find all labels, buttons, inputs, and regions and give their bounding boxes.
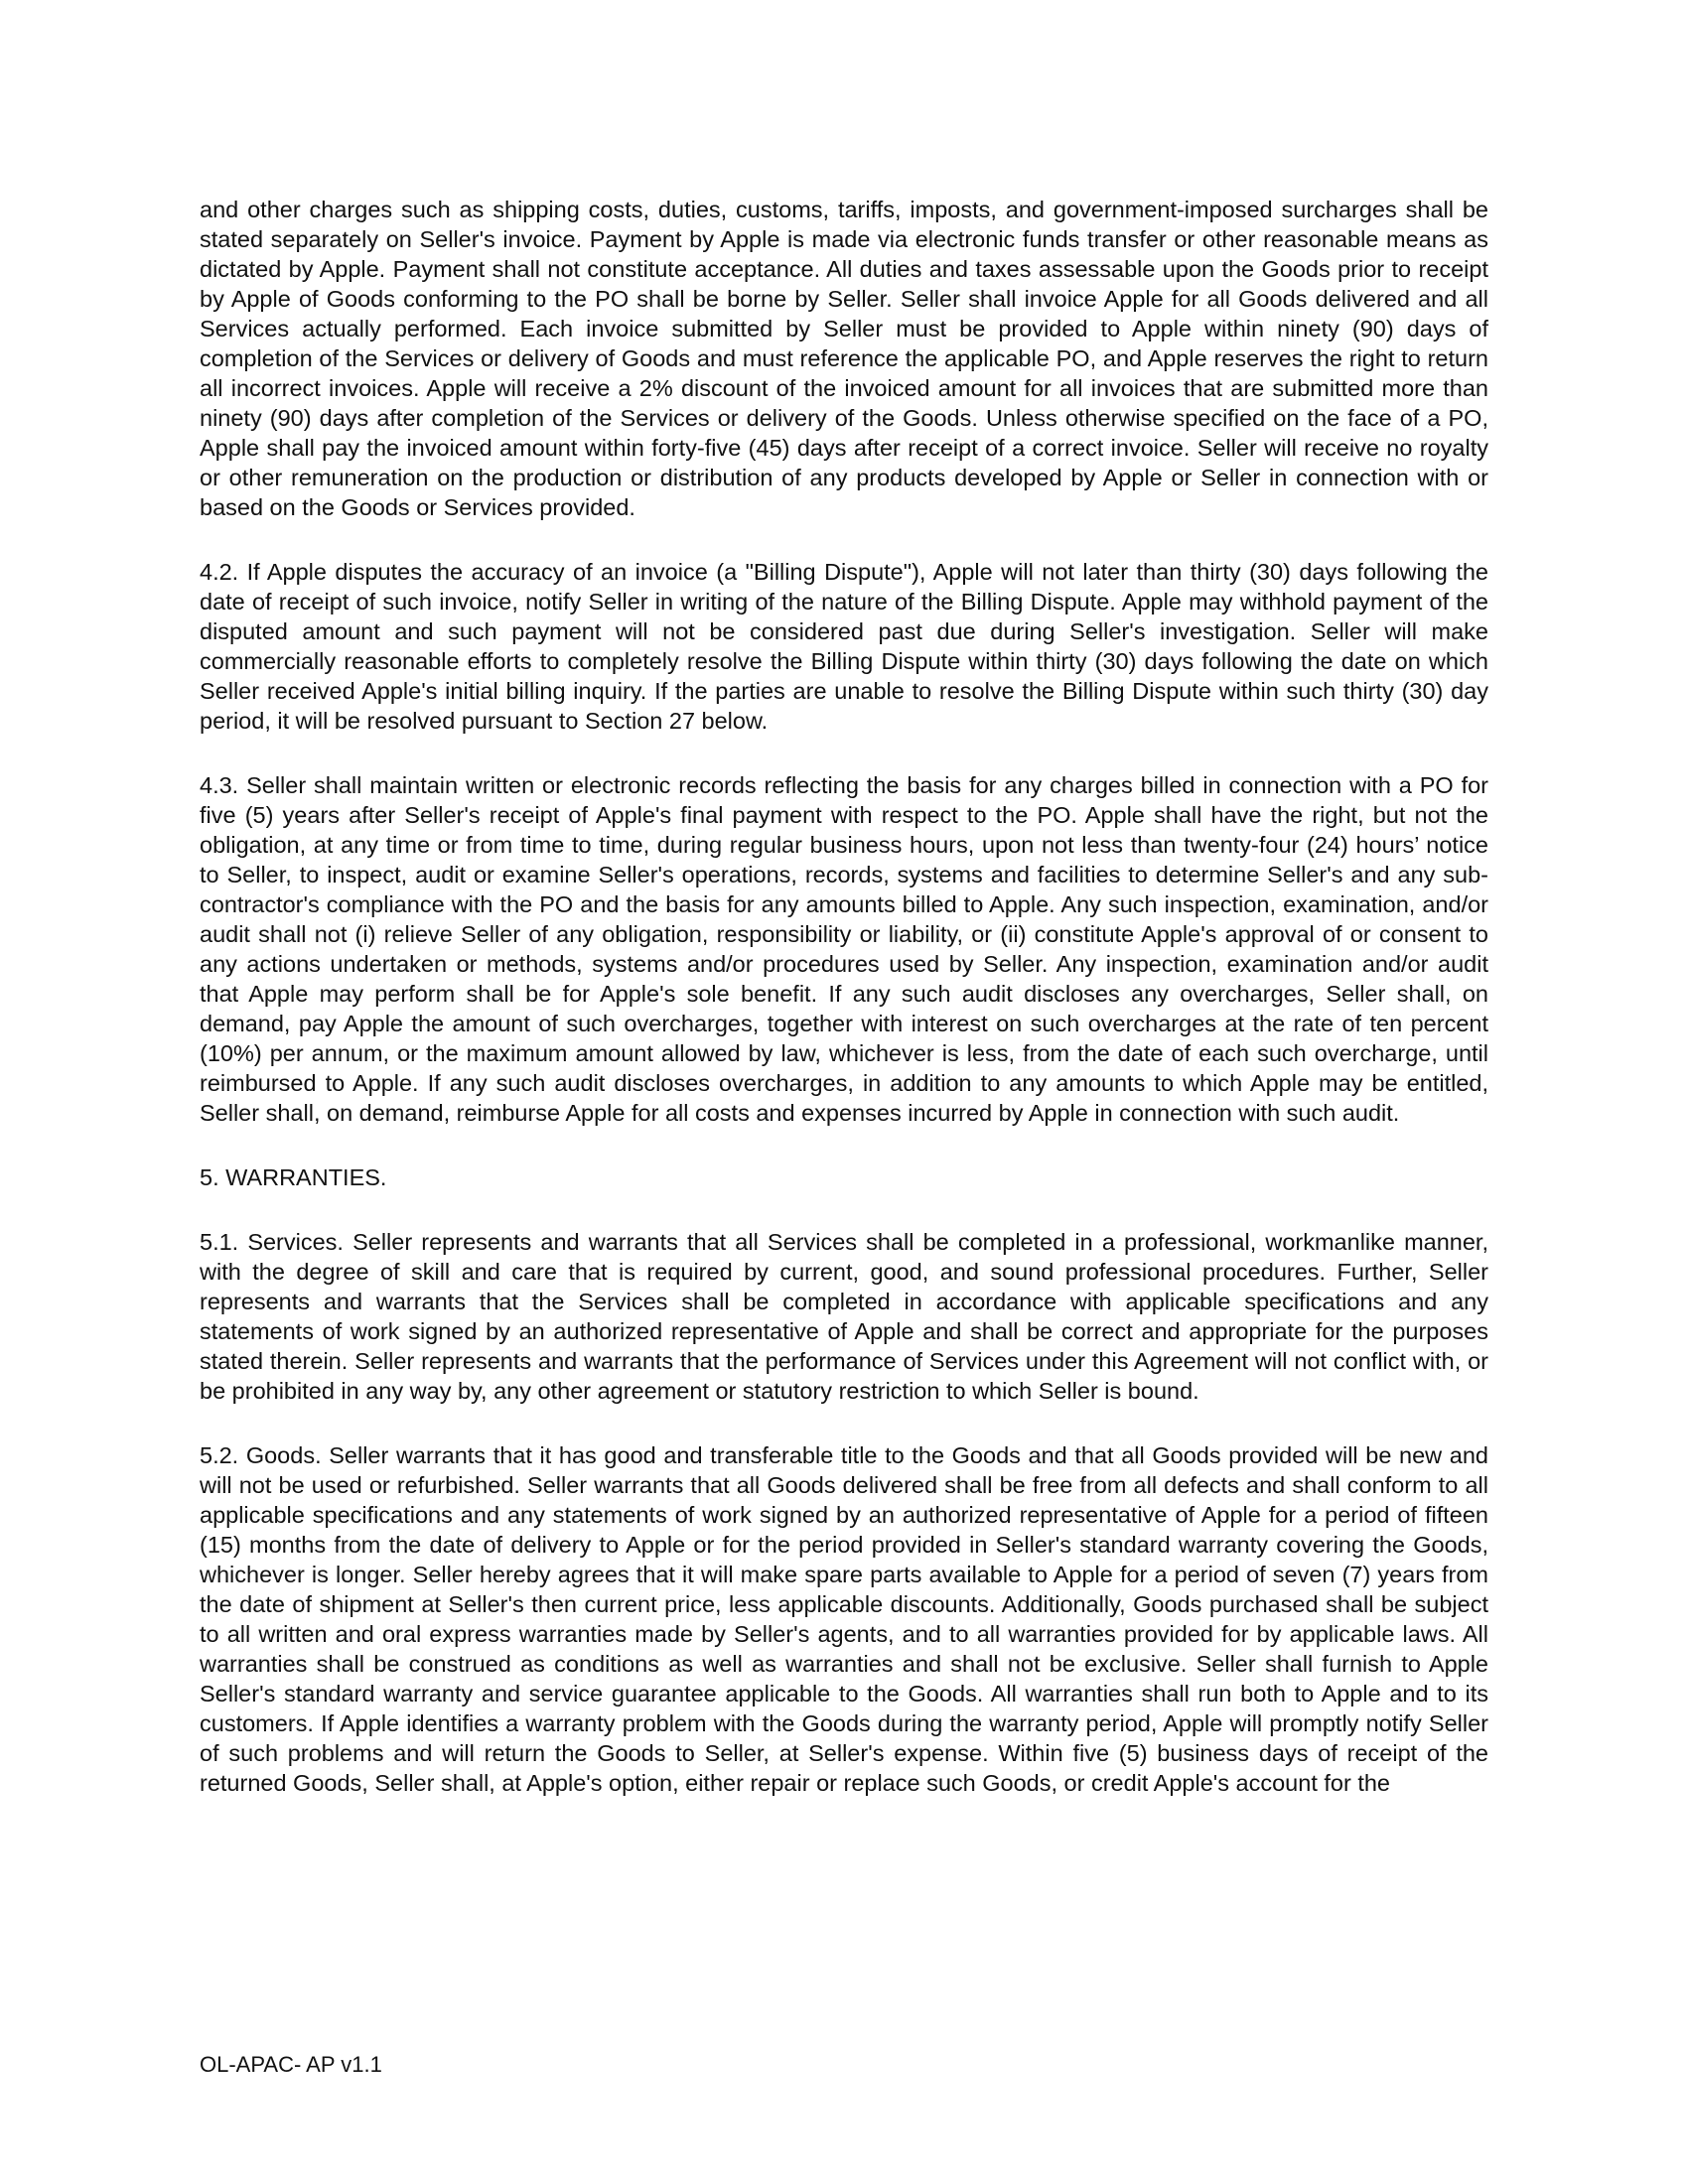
footer-document-id: OL-APAC- AP v1.1 — [200, 2052, 382, 2077]
paragraph-5-2-goods: 5.2. Goods. Seller warrants that it has good and transferable title to the Goods and that all Goods provided will be new and will not be used or refurbished. Seller warrants that all Goods delivered shall be free from all defects and shall conform to all applicable specifications and any statements of work signed by an authorized representative of Apple for a period of fifteen (15) months from the date of delivery to Apple or for the period provided in Seller's standard warranty covering the Goods, whichever is longer. Seller hereby agrees that it will make spare parts available to Apple for a period of seven (7) years from the date of shipment at Seller's then current price, less applicable discounts. Additionally, Goods purchased shall be subject to all written and oral express warranties made by Seller's agents, and to all warranties provided for by applicable laws. All warranties shall be construed as conditions as well as warranties and shall not be exclusive. Seller shall furnish to Apple Seller's standard warranty and service guarantee applicable to the Goods. All warranties shall run both to Apple and to its customers. If Apple identifies a warranty problem with the Goods during the warranty period, Apple will promptly notify Seller of such problems and will return the Goods to Seller, at Seller's expense. Within five (5) business days of receipt of the returned Goods, Seller shall, at Apple's option, either repair or replace such Goods, or credit Apple's account for the — [200, 1442, 1488, 1796]
paragraph-payment-continued: and other charges such as shipping costs, duties, customs, tariffs, imposts, and government-imposed surcharges shall be stated separately on Seller's invoice. Payment by Apple is made via electronic funds transfer or other reasonable means as dictated by Apple. Payment shall not constitute acceptance. All duties and taxes assessable upon the Goods prior to receipt by Apple of Goods conforming to the PO shall be borne by Seller. Seller shall invoice Apple for all Goods delivered and all Services actually performed. Each invoice submitted by Seller must be provided to Apple within ninety (90) days of completion of the Services or delivery of Goods and must reference the applicable PO, and Apple reserves the right to return all incorrect invoices. Apple will receive a 2% discount of the invoiced amount for all invoices that are submitted more than ninety (90) days after completion of the Services or delivery of the Goods. Unless otherwise specified on the face of a PO, Apple shall pay the invoiced amount within forty-five (45) days after receipt of a correct invoice. Seller will receive no royalty or other remuneration on the production or distribution of any products developed by Apple or Seller in connection with or based on the Goods or Services provided. — [200, 197, 1488, 520]
paragraph-4-3-records-audit: 4.3. Seller shall maintain written or electronic records reflecting the basis for any charges billed in connection with a PO for five (5) years after Seller's receipt of Apple's final payment with respect to the PO. Apple shall have the right, but not the obligation, at any time or from time to time, during regular business hours, upon not less than twenty-four (24) hours’ notice to Seller, to inspect, audit or examine Seller's operations, records, systems and facilities to determine Seller's and any sub-contractor's compliance with the PO and the basis for any amounts billed to Apple. Any such inspection, examination, and/or audit shall not (i) relieve Seller of any obligation, responsibility or liability, or (ii) constitute Apple's approval of or consent to any actions undertaken or methods, systems and/or procedures used by Seller. Any inspection, examination and/or audit that Apple may perform shall be for Apple's sole benefit. If any such audit discloses any overcharges, Seller shall, on demand, pay Apple the amount of such overcharges, together with interest on such overcharges at the rate of ten percent (10%) per annum, or the maximum amount allowed by law, whichever is less, from the date of each such overcharge, until reimbursed to Apple. If any such audit discloses overcharges, in addition to any amounts to which Apple may be entitled, Seller shall, on demand, reimburse Apple for all costs and expenses incurred by Apple in connection with such audit. — [200, 772, 1488, 1126]
section-heading-warranties: 5. WARRANTIES. — [200, 1164, 387, 1190]
paragraph-5-1-services: 5.1. Services. Seller represents and warrants that all Services shall be completed in a professional, workmanlike manner, with the degree of skill and care that is required by current, good, and sound professional procedures. Further, Seller represents and warrants that the Services shall be completed in accordance with applicable specifications and any statements of work signed by an authorized representative of Apple and shall be correct and appropriate for the purposes stated therein. Seller represents and warrants that the performance of Services under this Agreement will not conflict with, or be prohibited in any way by, any other agreement or statutory restriction to which Seller is bound. — [200, 1229, 1488, 1404]
paragraph-4-2-billing-dispute: 4.2. If Apple disputes the accuracy of an invoice (a "Billing Dispute"), Apple will not later than thirty (30) days following the date of receipt of such invoice, notify Seller in writing of the nature of the Billing Dispute. Apple may withhold payment of the disputed amount and such payment will not be considered past due during Seller's investigation. Seller will make commercially reasonable efforts to completely resolve the Billing Dispute within thirty (30) days following the date on which Seller received Apple's initial billing inquiry. If the parties are unable to resolve the Billing Dispute within such thirty (30) day period, it will be resolved pursuant to Section 27 below. — [200, 559, 1488, 734]
document-body — [200, 195, 1488, 1833]
